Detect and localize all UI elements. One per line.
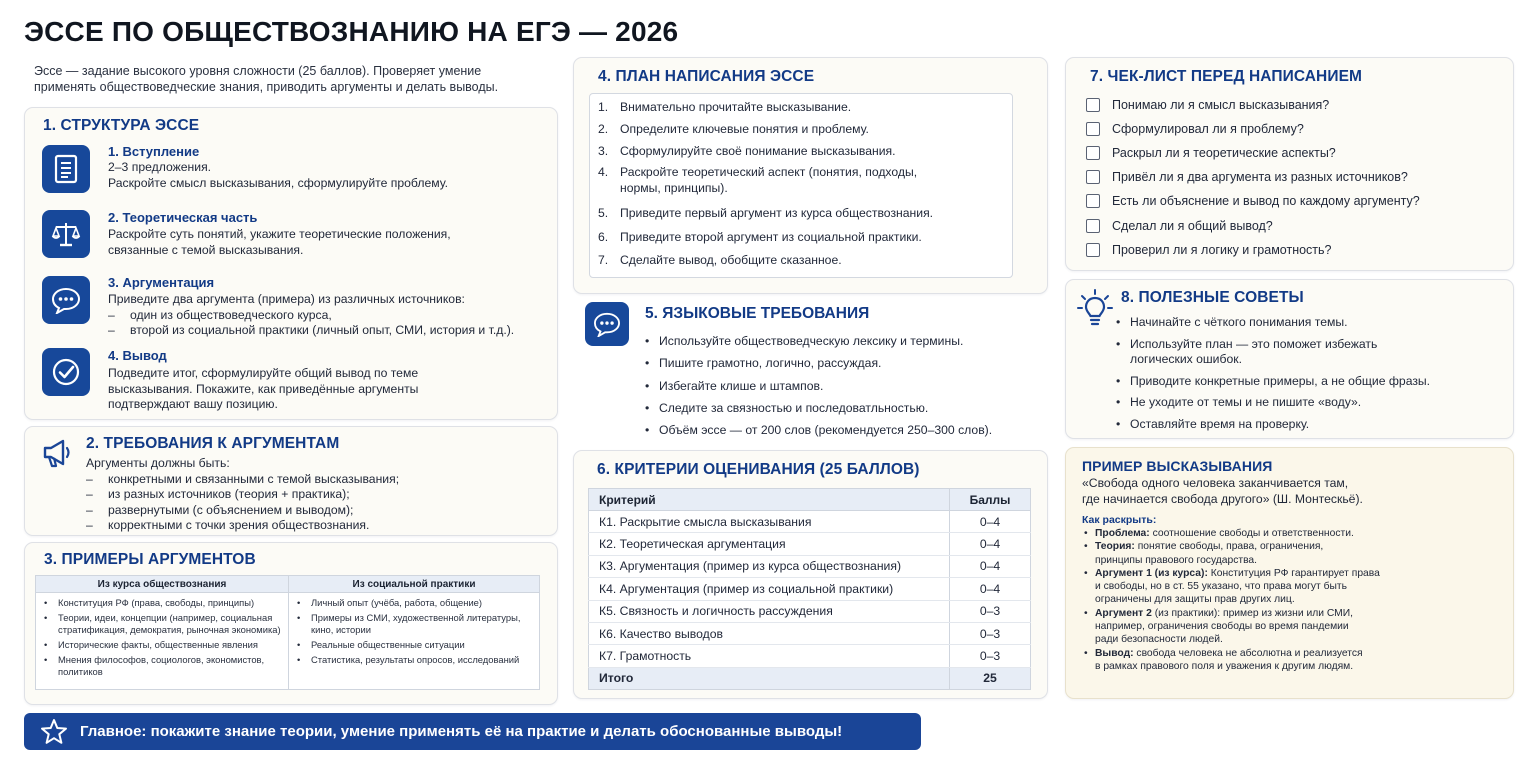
- example-howto-label: Как раскрыть:: [1082, 514, 1157, 526]
- plan-steps: [589, 93, 1013, 278]
- example-quote-card: [1065, 447, 1514, 699]
- examples-title: 3. ПРИМЕРЫ АРГУМЕНТОВ: [44, 551, 256, 568]
- chat-icon: [585, 302, 629, 346]
- criteria-card: [573, 450, 1048, 699]
- document-icon: [42, 145, 90, 193]
- checkbox[interactable]: [1086, 219, 1100, 233]
- section-argumentation-text: Приведите два аргумента (примера) из различных источников: – один из обществоведческого курса, – второй из социальной практики (личный опыт, СМИ, история и т.д.).: [108, 292, 514, 339]
- criteria-title: 6. КРИТЕРИИ ОЦЕНИВАНИЯ (25 БАЛЛОВ): [597, 461, 920, 478]
- structure-card: [24, 107, 558, 420]
- arguments-requirements-list: Аргументы должны быть: – конкретными и связанными с темой высказывания; – из разных источников (теория + практика); – развернутыми (с объяснением и выводом); – корректными с точки зрения обществознания.: [86, 456, 399, 534]
- section-conclusion-text: Подведите итог, сформулируйте общий вывод по теме высказывания. Покажите, как приведённые аргументы подтверждают вашу позицию.: [108, 366, 419, 411]
- star-icon: [40, 718, 68, 750]
- language-section: [573, 296, 1048, 442]
- criteria-table: [588, 488, 1031, 690]
- examples-card: [24, 542, 558, 705]
- criteria-header-criterion: Критерий: [589, 489, 950, 511]
- checklist-card: [1065, 57, 1514, 271]
- checklist-item[interactable]: Раскрыл ли я теоретические аспекты?: [1086, 146, 1336, 160]
- criteria-total-row: Итого 25: [589, 667, 1031, 689]
- section-theory-title: 2. Теоретическая часть: [108, 210, 258, 225]
- table-row: К4. Аргументация (пример из социальной практики) 0–4: [589, 578, 1031, 600]
- plan-step: 1. Внимательно прочитайте высказывание.: [598, 100, 852, 114]
- plan-step: 4. Раскройте теоретический аспект (понятия, подходы, нормы, принципы).: [598, 165, 918, 195]
- intro-text: Эссе — задание высокого уровня сложности (25 баллов). Проверяет умение применять обществоведческие знания, приводить аргументы и делать выводы.: [34, 64, 499, 94]
- section-intro-text: 2–3 предложения. Раскройте смысл высказывания, сформулируйте проблему.: [108, 160, 449, 190]
- chat-icon: [42, 276, 90, 324]
- lightbulb-icon: [1076, 288, 1114, 333]
- table-row: К3. Аргументация (пример из курса обществознания) 0–4: [589, 555, 1031, 577]
- section-conclusion-title: 4. Вывод: [108, 348, 167, 363]
- checklist-item[interactable]: Понимаю ли я смысл высказывания?: [1086, 98, 1329, 112]
- section-argumentation-title: 3. Аргументация: [108, 275, 215, 290]
- tips-card: [1065, 279, 1514, 439]
- checklist-item[interactable]: Сделал ли я общий вывод?: [1086, 219, 1273, 233]
- table-row: К7. Грамотность 0–3: [589, 645, 1031, 667]
- language-list: • Используйте обществоведческую лексику и термины. • Пишите грамотно, логично, рассуждая. • Избегайте клише и штампов. • Следите за связностью и последоватльностью. • Объём эссе — от 200 слов (рекомендуется 250–300 слов).: [643, 330, 992, 441]
- checkbox[interactable]: [1086, 243, 1100, 257]
- plan-title: 4. ПЛАН НАПИСАНИЯ ЭССЕ: [598, 68, 815, 85]
- examples-col-practice: • Личный опыт (учёба, работа, общение) • Примеры из СМИ, художественной литературы, кино, истории • Реальные общественные ситуации • Статистика, результаты опросов, исследований: [289, 593, 540, 690]
- checklist-title: 7. ЧЕК-ЛИСТ ПЕРЕД НАПИСАНИЕМ: [1090, 68, 1363, 85]
- section-intro-title: 1. Вступление: [108, 144, 200, 159]
- main-takeaway-text: Главное: покажите знание теории, умение применять её на практие и делать обоснованные выводы!: [80, 723, 843, 740]
- plan-step: 5. Приведите первый аргумент из курса обществознания.: [598, 206, 934, 220]
- scales-icon: [42, 210, 90, 258]
- checkbox[interactable]: [1086, 98, 1100, 112]
- tips-list: • Начинайте с чёткого понимания темы. • Используйте план — это поможет избежать логических ошибок. • Приводите конкретные примеры, а не общие фразы. • Не уходите от темы и не пишите «воду». • Оставляйте время на проверку.: [1114, 315, 1430, 432]
- tips-title: 8. ПОЛЕЗНЫЕ СОВЕТЫ: [1121, 289, 1304, 306]
- table-row: К2. Теоретическая аргументация 0–4: [589, 533, 1031, 555]
- example-quote-title: ПРИМЕР ВЫСКАЗЫВАНИЯ: [1082, 458, 1273, 474]
- checkmark-icon: [42, 348, 90, 396]
- examples-table: [35, 575, 540, 690]
- checkbox[interactable]: [1086, 194, 1100, 208]
- checklist-item[interactable]: Сформулировал ли я проблему?: [1086, 122, 1304, 136]
- megaphone-icon: [41, 437, 75, 474]
- main-takeaway-banner: [24, 713, 921, 750]
- examples-col-theory: • Конституция РФ (права, свободы, принципы) • Теории, идеи, концепции (например, социальная стратификация, демократия, рыночная экономика) • Исторические факты, общественные явления • Мнения философов, социологов, экономистов, политиков: [36, 593, 289, 690]
- structure-title: 1. СТРУКТУРА ЭССЕ: [43, 117, 200, 134]
- table-row: К1. Раскрытие смысла высказывания 0–4: [589, 511, 1031, 533]
- page-title: ЭССЕ ПО ОБЩЕСТВОЗНАНИЮ НА ЕГЭ — 2026: [24, 16, 679, 47]
- language-title: 5. ЯЗЫКОВЫЕ ТРЕБОВАНИЯ: [645, 305, 870, 322]
- example-points: • Проблема: соотношение свободы и ответственности. • Теория: понятие свободы, права, ограничения, принципы правового государства. • Аргумент 1 (из курса): Конституция РФ гарантирует права и свободы, но в ст. 55 указано, что права могут быть ограничены для защиты прав других лиц. • Аргумент 2 (из практики): пример из жизни или СМИ, например, ограничения свободы во время пандемии ради безопасности людей. • Вывод: свобода человека не абсолютна и реализуется в рамках правового поля и уважения к другим людям.: [1082, 527, 1380, 673]
- plan-step: 7. Сделайте вывод, обобщите сказанное.: [598, 253, 842, 267]
- table-row: К5. Связность и логичность рассуждения 0–3: [589, 600, 1031, 622]
- checklist-item[interactable]: Привёл ли я два аргумента из разных источников?: [1086, 170, 1408, 184]
- checklist-item[interactable]: Есть ли объяснение и вывод по каждому аргументу?: [1086, 194, 1420, 208]
- plan-step: 6. Приведите второй аргумент из социальной практики.: [598, 230, 922, 244]
- plan-card: [573, 57, 1048, 294]
- plan-step: 2. Определите ключевые понятия и проблему.: [598, 122, 869, 136]
- checkbox[interactable]: [1086, 122, 1100, 136]
- checklist-item[interactable]: Проверил ли я логику и грамотность?: [1086, 243, 1332, 257]
- table-row: К6. Качество выводов 0–3: [589, 622, 1031, 644]
- examples-header-theory: Из курса обществознания: [36, 576, 289, 593]
- checkbox[interactable]: [1086, 146, 1100, 160]
- section-theory-text: Раскройте суть понятий, укажите теоретические положения, связанные с темой высказывания.: [108, 227, 451, 257]
- criteria-header-points: Баллы: [950, 489, 1031, 511]
- checkbox[interactable]: [1086, 170, 1100, 184]
- examples-header-practice: Из социальной практики: [289, 576, 540, 593]
- example-quote-text: «Свобода одного человека заканчивается там, где начинается свобода другого» (Ш. Монтескьё).: [1082, 476, 1363, 506]
- arguments-requirements-title: 2. ТРЕБОВАНИЯ К АРГУМЕНТАМ: [86, 435, 340, 452]
- plan-step: 3. Сформулируйте своё понимание высказывания.: [598, 144, 896, 158]
- arguments-requirements-card: [24, 426, 558, 536]
